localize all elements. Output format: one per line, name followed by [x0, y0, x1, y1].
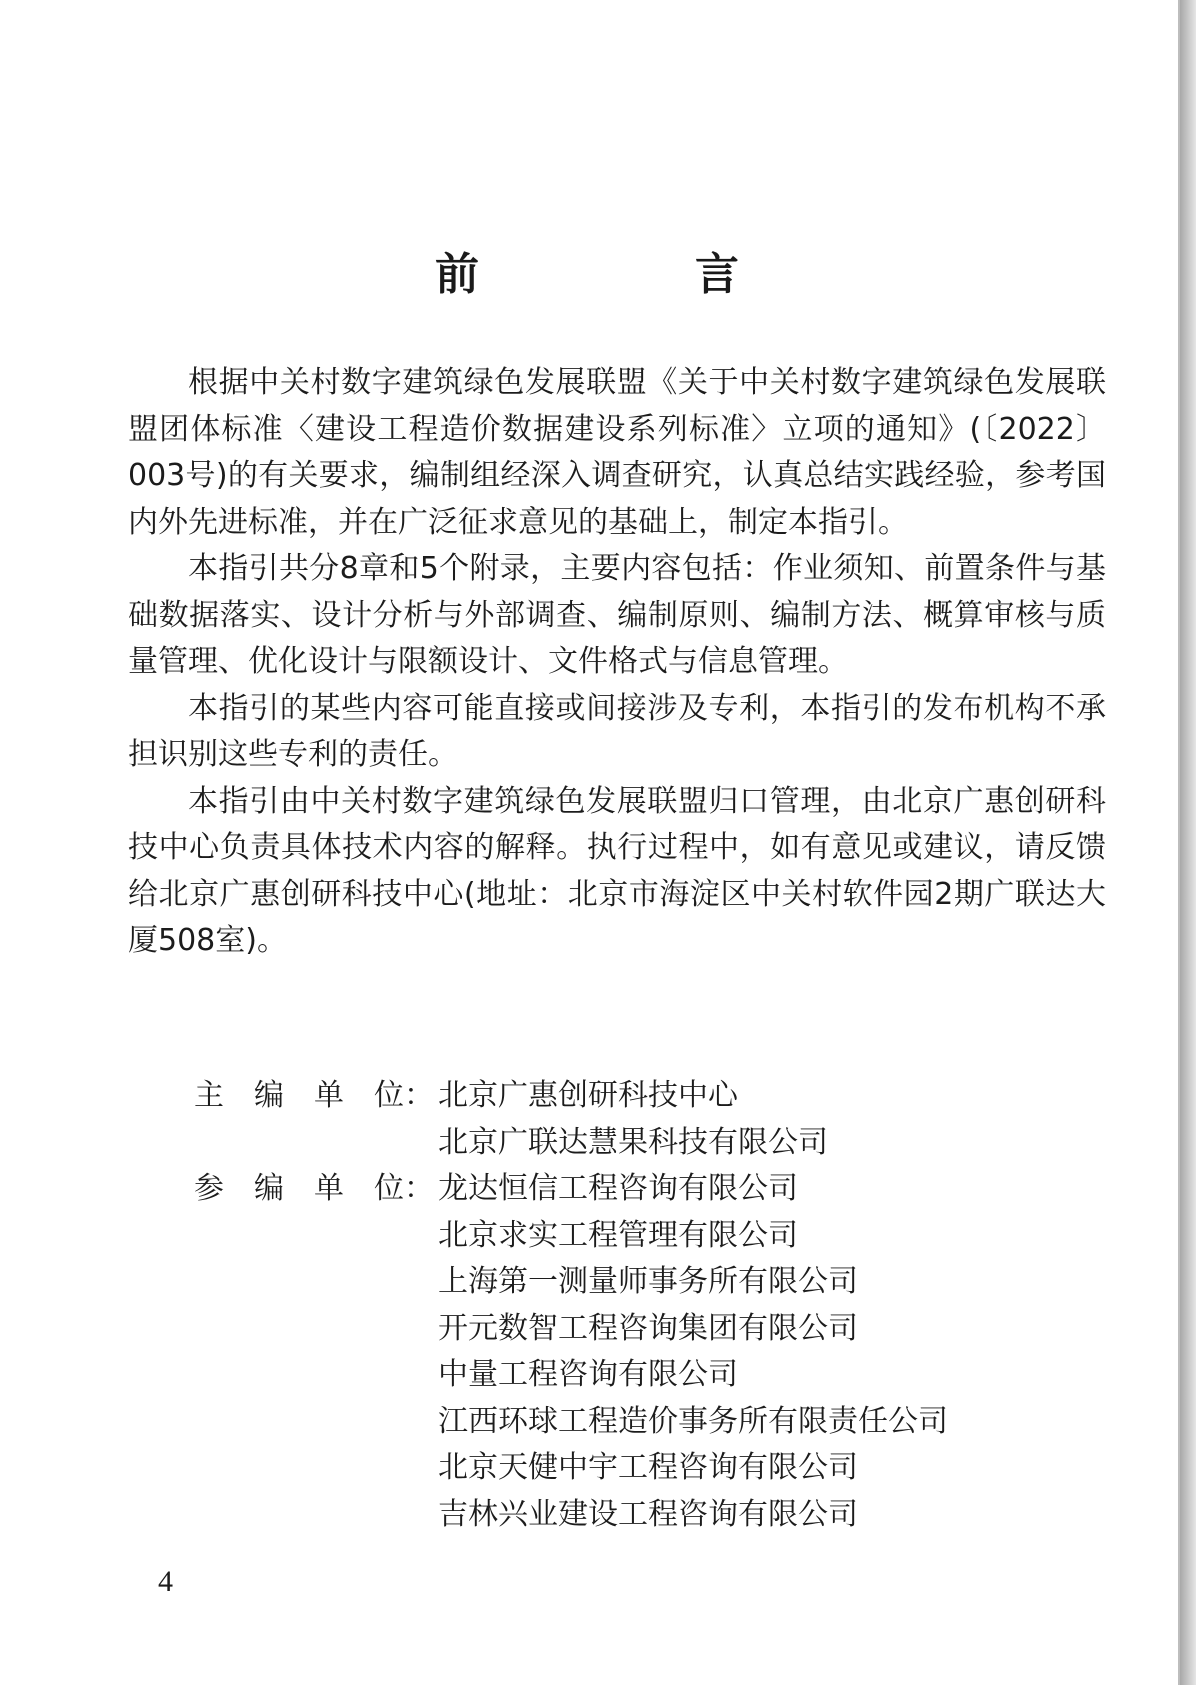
chief-editor-list	[438, 1073, 828, 1166]
participating-editor-label: 参 编 单 位：	[194, 1171, 434, 1206]
unit-name: 上海第一测量师事务所有限公司	[438, 1264, 858, 1299]
chief-editor-label: 主 编 单 位：	[194, 1078, 434, 1113]
participating-editor-group	[194, 1166, 1094, 1538]
paragraph: 本指引的某些内容可能直接或间接涉及专利，本指引的发布机构不承担识别这些专利的责任。	[128, 690, 1106, 772]
unit-name: 北京广联达慧果科技有限公司	[438, 1124, 828, 1160]
paragraph: 本指引由中关村数字建筑绿色发展联盟归口管理，由北京广惠创研科技中心负责具体技术内容的解释。执行过程中，如有意见或建议，请反馈给北京广惠创研科技中心(地址：北京市海淀区中关村软件园2期广联达大厦508室)。	[128, 783, 1106, 958]
page-edge-shadow	[1180, 0, 1196, 1685]
paragraph: 本指引共分8章和5个附录，主要内容包括：作业须知、前置条件与基础数据落实、设计分析与外部调查、编制原则、编制方法、概算审核与质量管理、优化设计与限额设计、文件格式与信息管理。	[128, 551, 1106, 679]
unit-name: 北京求实工程管理有限公司	[438, 1217, 798, 1253]
unit-name: 开元数智工程咨询集团有限公司	[438, 1310, 858, 1346]
unit-name: 江西环球工程造价事务所有限责任公司	[438, 1403, 948, 1439]
participating-editor-list	[438, 1166, 948, 1538]
preface-body	[128, 360, 1106, 965]
unit-name: 中量工程咨询有限公司	[438, 1357, 738, 1392]
unit-name: 北京天健中宇工程咨询有限公司	[438, 1450, 858, 1485]
paragraph: 根据中关村数字建筑绿色发展联盟《关于中关村数字建筑绿色发展联盟团体标准〈建设工程造价数据建设系列标准〉立项的通知》(〔2022〕003号)的有关要求，编制组经深入调查研究，认真总结实践经验，参考国内外先进标准，并在广泛征求意见的基础上，制定本指引。	[128, 365, 1106, 540]
page-number: 4	[158, 1565, 173, 1598]
editor-units	[194, 1073, 1094, 1538]
page-title: 前 言	[435, 249, 825, 300]
unit-name: 吉林兴业建设工程咨询有限公司	[438, 1496, 858, 1532]
unit-name: 北京广惠创研科技中心	[438, 1078, 738, 1113]
unit-name: 龙达恒信工程咨询有限公司	[438, 1171, 798, 1206]
chief-editor-group	[194, 1073, 1094, 1166]
